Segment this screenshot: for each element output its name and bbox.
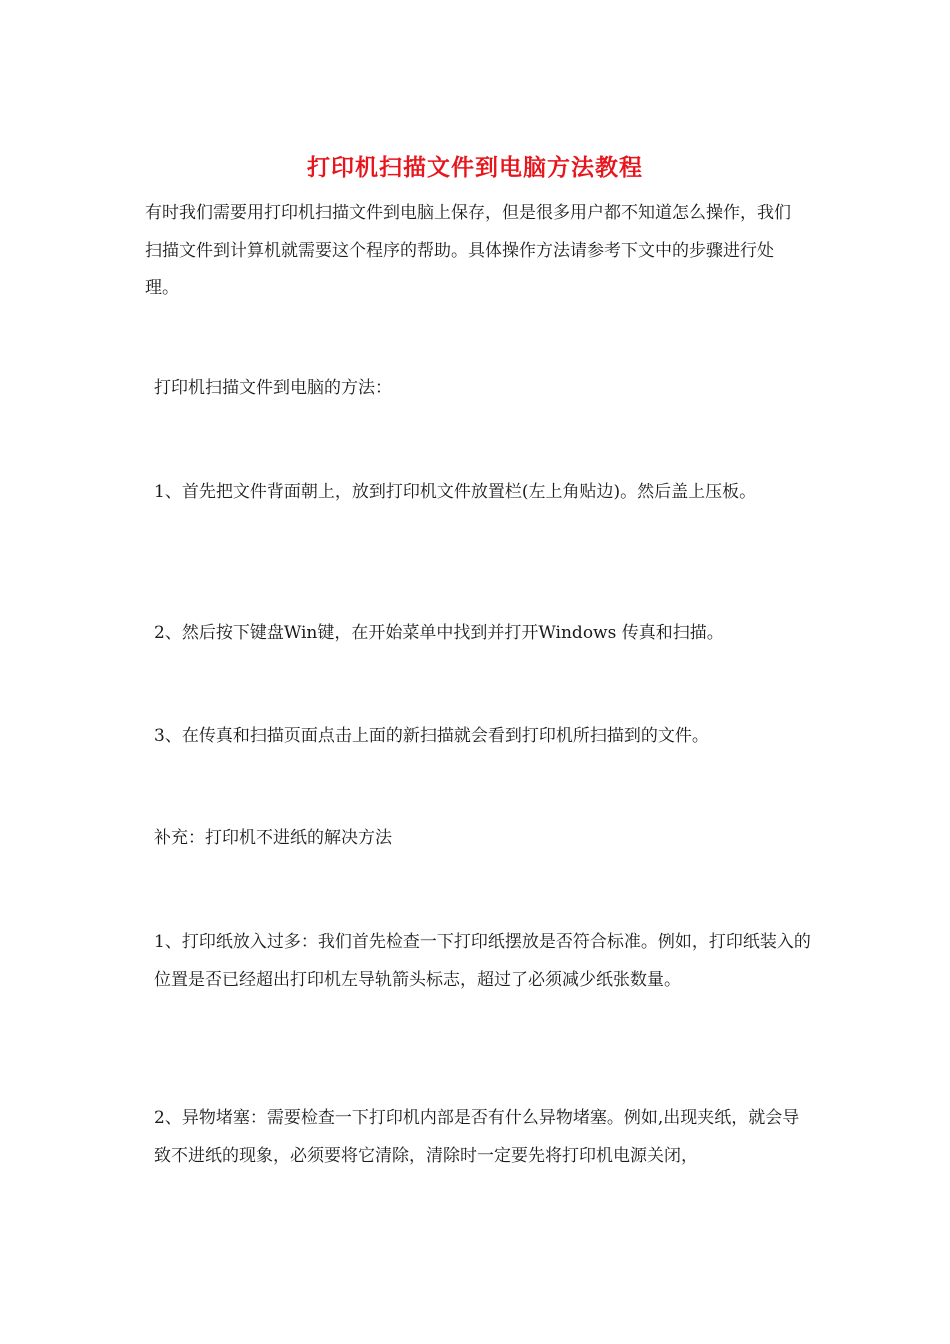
step-1: 1、首先把文件背面朝上，放到打印机文件放置栏(左上角贴边)。然后盖上压板。 — [154, 482, 757, 502]
step-3: 3、在传真和扫描页面点击上面的新扫描就会看到打印机所扫描到的文件。 — [154, 726, 709, 746]
document-title: 打印机扫描文件到电脑方法教程 — [307, 154, 643, 181]
method-heading: 打印机扫描文件到电脑的方法： — [154, 378, 392, 398]
fix-2: 2、异物堵塞：需要检查一下打印机内部是否有什么异物堵塞。例如,出现夹纸，就会导致不进纸的现象，必须要将它清除，清除时一定要先将打印机电源关闭， — [154, 1108, 800, 1166]
intro-paragraph: 有时我们需要用打印机扫描文件到电脑上保存，但是很多用户都不知道怎么操作，我们扫描文件到计算机就需要这个程序的帮助。具体操作方法请参考下文中的步骤进行处理。 — [145, 203, 791, 298]
step-2: 2、然后按下键盘Win键，在开始菜单中找到并打开Windows 传真和扫描。 — [154, 623, 724, 643]
fix-1: 1、打印纸放入过多：我们首先检查一下打印纸摆放是否符合标准。例如，打印纸装入的位置是否已经超出打印机左导轨箭头标志，超过了必须减少纸张数量。 — [154, 932, 811, 990]
supplement-heading: 补充：打印机不进纸的解决方法 — [154, 828, 392, 848]
